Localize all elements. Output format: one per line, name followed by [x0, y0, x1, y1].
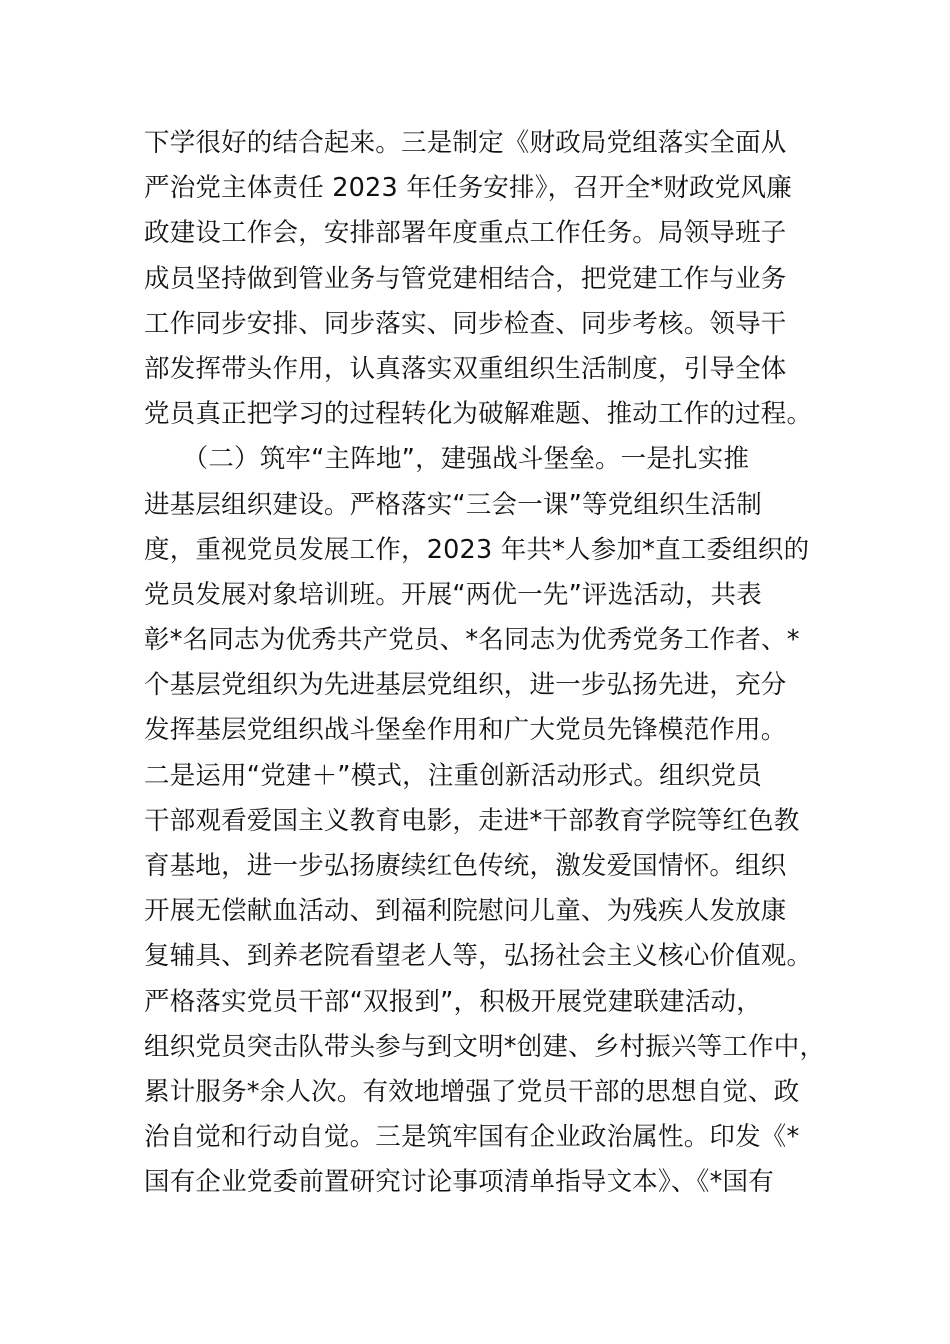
section-heading-line: （二）筑牢“主阵地”，建强战斗堡垒。一是扎实推	[144, 444, 750, 475]
text-line: 度，重视党员发展工作，2023 年共*人参加*直工委组织的	[144, 534, 810, 565]
text-line: 部发挥带头作用，认真落实双重组织生活制度，引导全体	[144, 353, 787, 384]
text-line: 工作同步安排、同步落实、同步检查、同步考核。领导干	[144, 308, 787, 339]
text-line: 治自觉和行动自觉。三是筑牢国有企业政治属性。印发《*	[144, 1122, 800, 1153]
text-line: 严治党主体责任 2023 年任务安排》，召开全*财政党风廉	[144, 173, 792, 204]
text-line: 发挥基层党组织战斗堡垒作用和广大党员先锋模范作用。	[144, 715, 787, 746]
text-line: 育基地，进一步弘扬赓续红色传统，激发爱国情怀。组织	[144, 851, 787, 881]
text-line: 个基层党组织为先进基层党组织，进一步弘扬先进，充分	[144, 670, 787, 701]
text-line: 组织党员突击队带头参与到文明*创建、乡村振兴等工作中，	[144, 1031, 826, 1062]
text-line: 严格落实党员干部“双报到”，积极开展党建联建活动，	[144, 986, 762, 1017]
text-line: 开展无偿献血活动、到福利院慰问儿童、为残疾人发放康	[144, 896, 787, 927]
text-line: 成员坚持做到管业务与管党建相结合，把党建工作与业务	[144, 263, 787, 294]
text-line: 党员真正把学习的过程转化为破解难题、推动工作的过程。	[144, 399, 813, 430]
text-line: 累计服务*余人次。有效地增强了党员干部的思想自觉、政	[144, 1076, 800, 1107]
text-line: 党员发展对象培训班。开展“两优一先”评选活动，共表	[144, 579, 762, 610]
text-line: 干部观看爱国主义教育电影，走进*干部教育学院等红色教	[144, 805, 800, 836]
text-line: 政建设工作会，安排部署年度重点工作任务。局领导班子	[144, 218, 787, 249]
body-text	[144, 121, 844, 1206]
text-line: 进基层组织建设。严格落实“三会一课”等党组织生活制	[144, 489, 762, 520]
text-line: 复辅具、到养老院看望老人等，弘扬社会主义核心价值观。	[144, 941, 813, 972]
text-line: 彰*名同志为优秀共产党员、*名同志为优秀党务工作者、*	[144, 625, 800, 656]
text-line: 二是运用“党建＋”模式，注重创新活动形式。组织党员	[144, 760, 762, 791]
text-line: 下学很好的结合起来。三是制定《财政局党组落实全面从	[144, 128, 787, 158]
text-line: 国有企业党委前置研究讨论事项清单指导文本》、《*国有	[144, 1167, 774, 1198]
